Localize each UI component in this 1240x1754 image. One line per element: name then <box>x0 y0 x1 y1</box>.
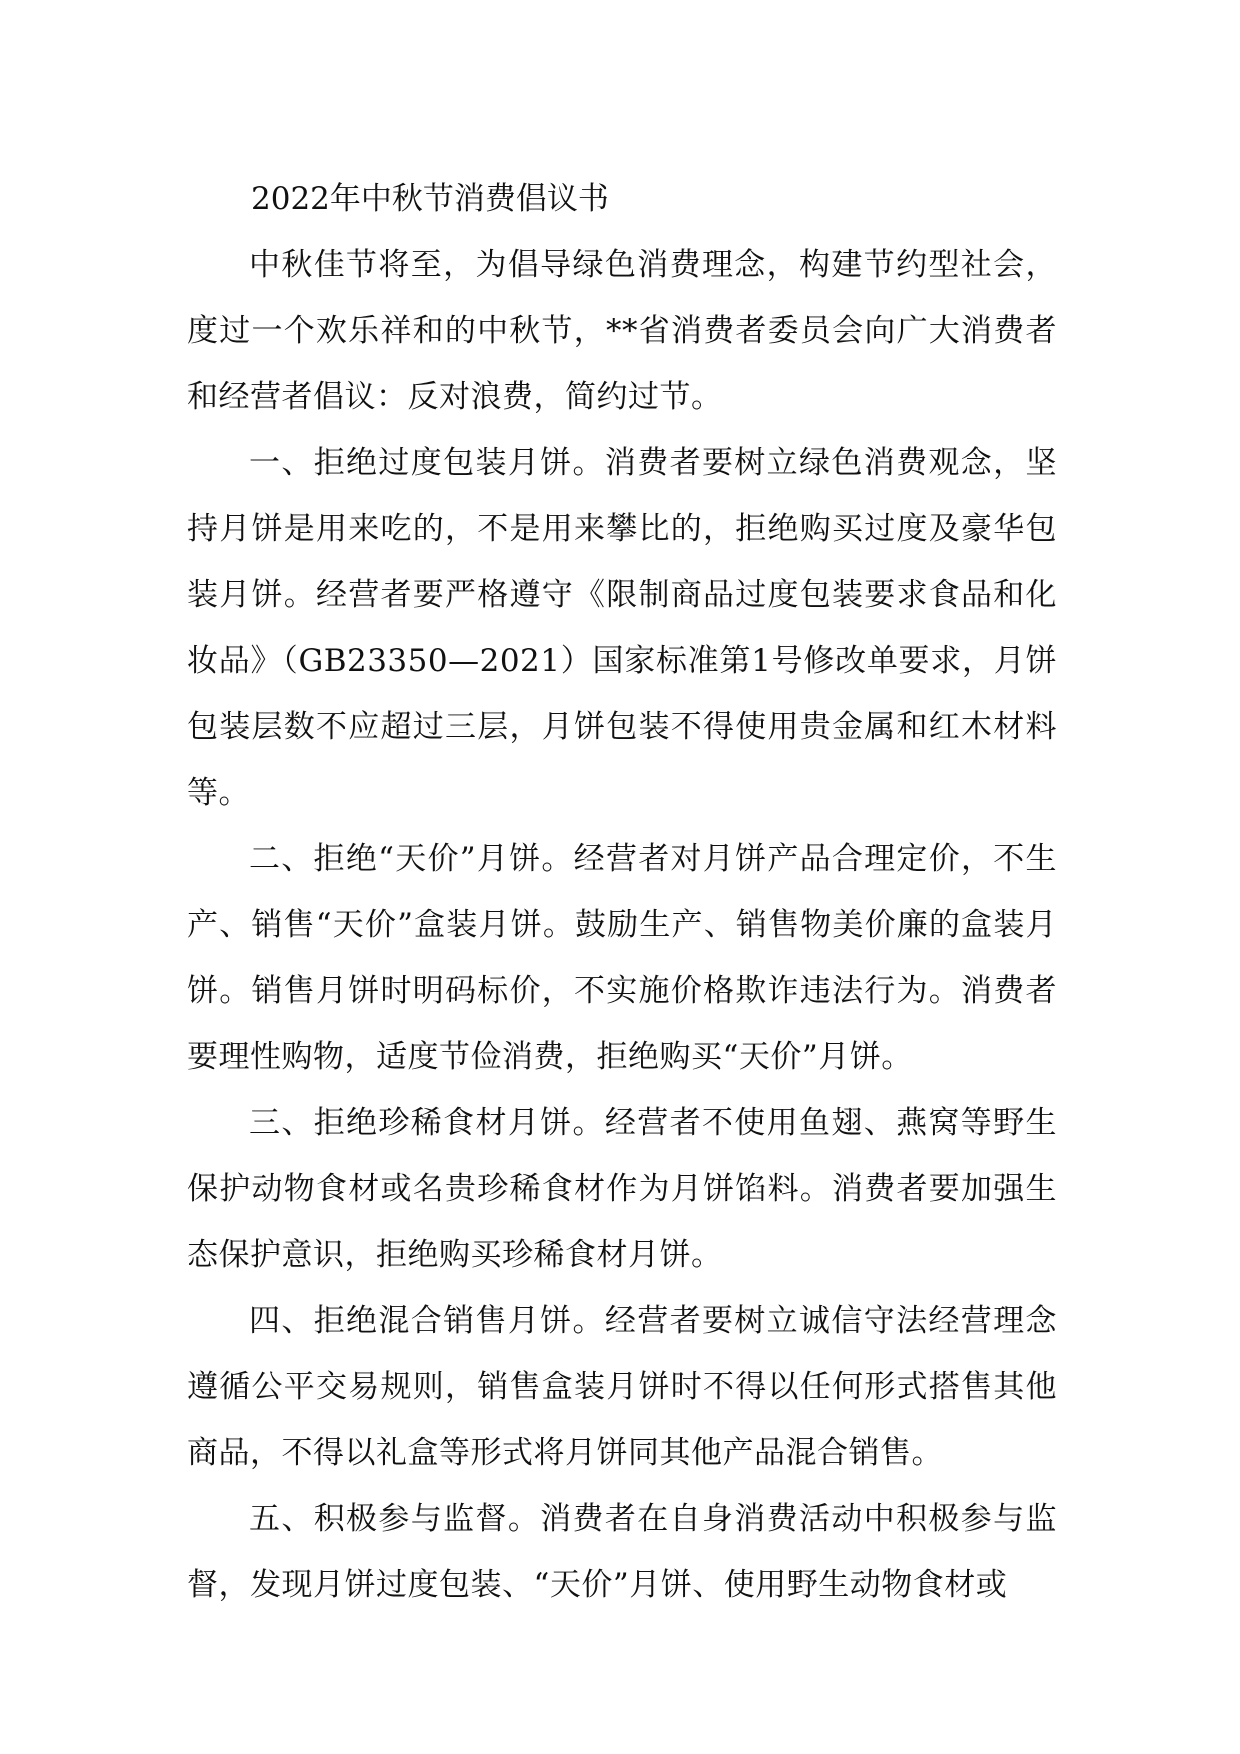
paragraph-item-4: 四、拒绝混合销售月饼。经营者要树立诚信守法经营理念遵循公平交易规则，销售盒装月饼时不得以任何形式搭售其他商品，不得以礼盒等形式将月饼同其他产品混合销售。 <box>187 1303 1057 1471</box>
paragraph-item-5: 五、积极参与监督。消费者在自身消费活动中积极参与监督，发现月饼过度包装、“天价”月饼、使用野生动物食材或 <box>187 1501 1057 1603</box>
paragraph-item-2: 二、拒绝“天价”月饼。经营者对月饼产品合理定价，不生产、销售“天价”盒装月饼。鼓励生产、销售物美价廉的盒装月饼。销售月饼时明码标价，不实施价格欺诈违法行为。消费者要理性购物，适度节俭消费，拒绝购买“天价”月饼。 <box>187 841 1057 1075</box>
document-body <box>187 166 1057 1618</box>
paragraph-item-3: 三、拒绝珍稀食材月饼。经营者不使用鱼翅、燕窝等野生保护动物食材或名贵珍稀食材作为月饼馅料。消费者要加强生态保护意识，拒绝购买珍稀食材月饼。 <box>187 1105 1057 1273</box>
paragraph-intro: 中秋佳节将至，为倡导绿色消费理念，构建节约型社会，度过一个欢乐祥和的中秋节，**省消费者委员会向广大消费者和经营者倡议：反对浪费，简约过节。 <box>187 247 1057 415</box>
paragraph-item-1: 一、拒绝过度包装月饼。消费者要树立绿色消费观念，坚持月饼是用来吃的，不是用来攀比的，拒绝购买过度及豪华包装月饼。经营者要严格遵守《限制商品过度包装要求食品和化妆品》（GB23350—2021）国家标准第1号修改单要求，月饼包装层数不应超过三层，月饼包装不得使用贵金属和红木材料等。 <box>187 445 1057 811</box>
document-title: 2022年中秋节消费倡议书 <box>251 181 609 217</box>
